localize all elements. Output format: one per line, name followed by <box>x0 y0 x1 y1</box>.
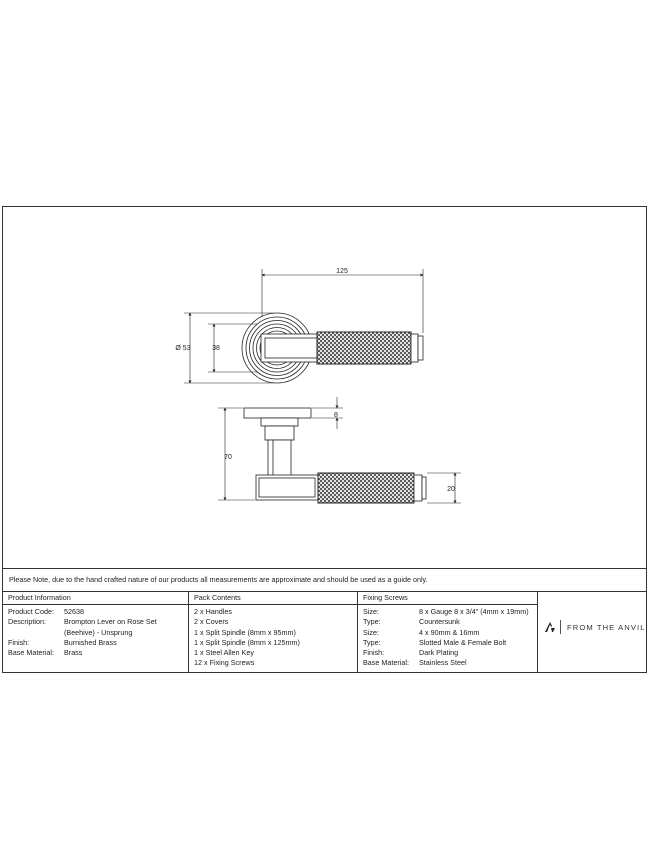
list-item: 2 x Covers <box>194 617 229 627</box>
front-view <box>242 313 423 383</box>
info-value: (Beehive) - Unsprung <box>64 627 133 637</box>
brand-name: FROM THE ANVIL <box>567 622 646 632</box>
screw-label: Type: <box>363 617 381 627</box>
screw-row <box>363 648 537 658</box>
shank <box>268 440 291 476</box>
front-dimensions <box>184 269 423 383</box>
product-information-rows <box>3 605 188 658</box>
list-item: 1 x Split Spindle (8mm x 95mm) <box>194 627 296 637</box>
info-row <box>8 628 188 638</box>
list-item: 1 x Split Spindle (8mm x 125mm) <box>194 637 300 647</box>
pack-contents-panel <box>189 592 358 672</box>
info-row <box>8 617 188 627</box>
dim-rose-dia-label: Ø 53 <box>175 345 191 352</box>
logo-divider <box>560 620 561 634</box>
spec-sheet <box>2 206 647 673</box>
pack-contents-heading: Pack Contents <box>189 592 357 605</box>
screw-row <box>363 628 537 638</box>
info-value: Burnished Brass <box>64 637 117 647</box>
screw-value: 8 x Gauge 8 x 3/4" (4mm x 19mm) <box>419 607 529 616</box>
info-row <box>8 607 188 617</box>
side-view <box>244 408 426 503</box>
screw-row <box>363 638 537 648</box>
end-cap-tip <box>418 336 423 360</box>
info-label: Finish: <box>8 637 30 647</box>
brand-logo <box>544 620 646 634</box>
dim-rose-thick-label: 8 <box>334 412 338 419</box>
brand-panel <box>538 592 646 672</box>
fixing-screws-heading: Fixing Screws <box>358 592 537 605</box>
list-item: 12 x Fixing Screws <box>194 658 255 668</box>
screw-label: Size: <box>363 607 379 616</box>
dim-height-label: 70 <box>224 454 232 461</box>
technical-drawing <box>3 207 648 568</box>
dim-rose-inner-label: 38 <box>212 345 220 352</box>
screw-value: Stainless Steel <box>419 658 467 668</box>
dim-width-label: 125 <box>336 268 348 275</box>
fixing-screws-rows <box>358 605 537 669</box>
info-label: Base Material: <box>8 648 54 658</box>
fixing-screws-panel <box>358 592 538 672</box>
screw-row <box>363 617 537 627</box>
end-cap <box>411 334 418 362</box>
lever-shoulder <box>259 478 315 497</box>
info-value: 52638 <box>64 607 84 616</box>
screw-value: Countersunk <box>419 617 460 627</box>
screw-value: Dark Plating <box>419 648 459 658</box>
screw-row <box>363 607 537 617</box>
info-value: Brompton Lever on Rose Set <box>64 617 157 627</box>
screw-value: Slotted Male & Female Bolt <box>419 637 507 647</box>
product-information-panel <box>3 592 189 672</box>
dim-grip-label: 20 <box>447 486 455 493</box>
info-label: Product Code: <box>8 607 54 616</box>
info-value: Brass <box>64 648 83 658</box>
knurled-grip <box>317 332 411 364</box>
screw-label: Size: <box>363 627 379 637</box>
side-end-cap <box>414 475 422 501</box>
screw-value: 4 x 90mm & 16mm <box>419 627 480 637</box>
list-item: 2 x Handles <box>194 607 232 616</box>
anvil-a-icon <box>544 621 556 633</box>
list-item: 1 x Steel Allen Key <box>194 648 254 658</box>
rose-boss <box>261 418 298 426</box>
info-row <box>8 638 188 648</box>
side-knurled-grip <box>318 473 414 503</box>
side-end-tip <box>422 477 426 499</box>
product-information-heading: Product Information <box>3 592 188 605</box>
rose-plate <box>244 408 311 418</box>
screw-row <box>363 658 537 668</box>
measurement-note: Please Note, due to the hand crafted nature of our products all measurements are approximate and should be used as a guide only. <box>3 568 646 592</box>
pack-contents-list <box>189 605 357 669</box>
info-row <box>8 648 188 658</box>
screw-label: Base Material: <box>363 658 409 668</box>
screw-label: Finish: <box>363 648 385 658</box>
spindle-collar <box>265 426 294 440</box>
screw-label: Type: <box>363 637 381 647</box>
lever-neck-inner <box>265 338 317 358</box>
info-label: Description: <box>8 617 46 627</box>
info-label <box>8 628 64 638</box>
